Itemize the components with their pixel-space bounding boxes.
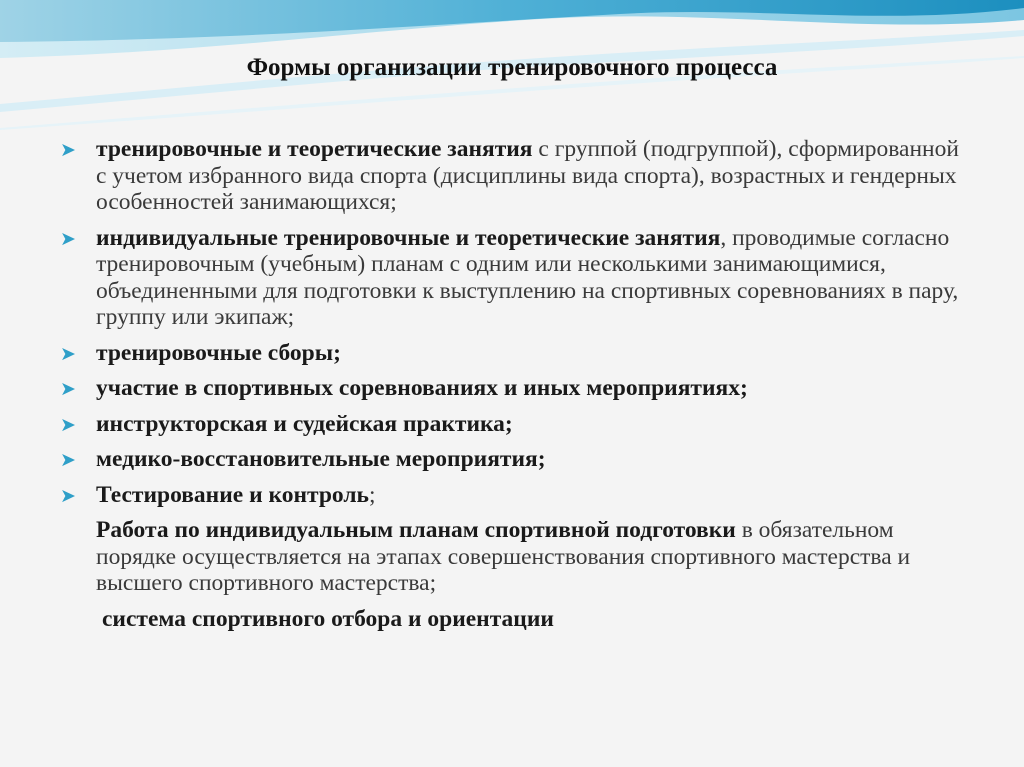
list-item <box>60 446 960 473</box>
chevron-right-icon: ➤ <box>60 413 76 436</box>
chevron-right-icon: ➤ <box>60 378 76 400</box>
chevron-right-icon: ➤ <box>60 449 76 471</box>
list-item <box>60 136 960 216</box>
last-line <box>60 606 960 633</box>
item-bold: индивидуальные тренировочные и теоретические занятия <box>96 224 721 251</box>
chevron-right-icon: ➤ <box>60 484 76 507</box>
chevron-right-icon: ➤ <box>60 139 76 161</box>
item-bold: тренировочные сборы; <box>96 339 341 366</box>
paragraph <box>60 517 960 597</box>
list-item <box>60 340 960 367</box>
last-line-text: система спортивного отбора и ориентации <box>102 605 554 632</box>
item-bold: Тестирование и контроль <box>96 481 369 508</box>
paragraph-bold: Работа по индивидуальным планам спортивной подготовки <box>96 517 736 543</box>
item-text: , проводимые согласно тренировочным (учебным) планам с одним или несколькими занимающимися, объединенными для подготовки к выступлению на спортивных соревнованиях в пару, группу или экипаж; <box>96 224 959 330</box>
list-item <box>60 375 960 402</box>
item-bold: участие в спортивных соревнованиях и иных мероприятиях; <box>96 375 748 401</box>
content-list <box>60 136 960 641</box>
item-text: ; <box>368 481 376 508</box>
page-title: Формы организации тренировочного процесса <box>246 54 778 81</box>
chevron-right-icon: ➤ <box>60 227 76 250</box>
paragraph-text: в обязательном порядке осуществляется на этапах совершенствования спортивного мастерства и высшего спортивного мастерства; <box>96 517 911 596</box>
chevron-right-icon: ➤ <box>60 342 76 365</box>
list-item <box>60 411 960 438</box>
list-item <box>60 482 960 509</box>
list-item <box>60 225 960 331</box>
item-bold: медико-восстановительные мероприятия; <box>96 446 546 472</box>
item-bold: инструкторская и судейская практика; <box>96 410 513 437</box>
item-text: с группой (подгруппой), сформированной с учетом избранного вида спорта (дисциплины вида спорта), возрастных и гендерных особенностей занимающихся; <box>96 136 959 215</box>
item-bold: тренировочные и теоретические занятия <box>96 136 533 162</box>
